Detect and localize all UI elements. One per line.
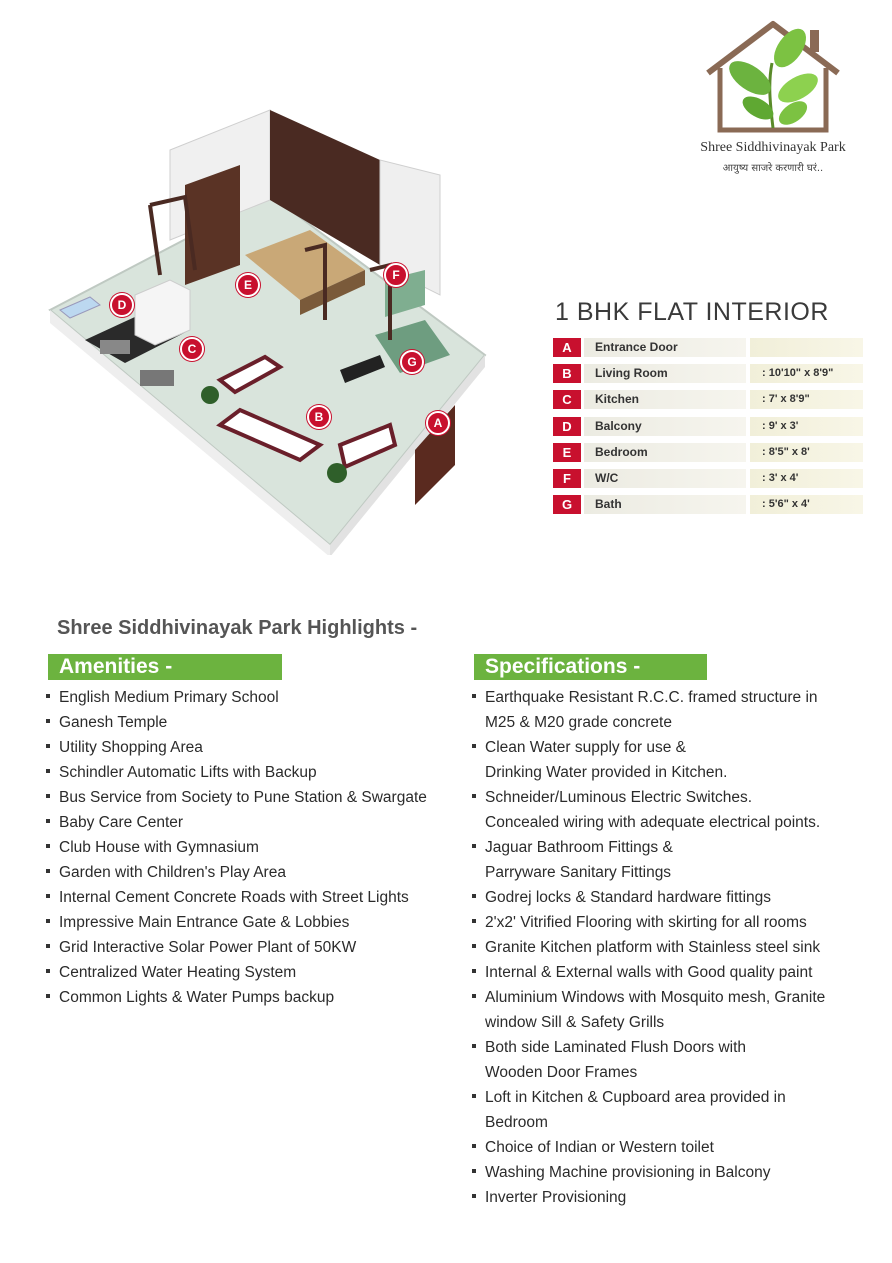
- room-name: Balcony: [584, 417, 746, 436]
- list-item-line: Drinking Water provided in Kitchen.: [485, 764, 728, 781]
- room-size: : 5'6" x 4': [750, 495, 863, 514]
- list-item-line: Godrej locks & Standard hardware fittings: [485, 889, 772, 906]
- list-item: Schindler Automatic Lifts with Backup: [46, 760, 427, 785]
- list-item: [472, 910, 825, 935]
- marker-c: C: [180, 337, 204, 361]
- room-size: : 10'10" x 8'9": [750, 364, 863, 383]
- floor-plan-illustration: [40, 105, 510, 555]
- room-code: C: [553, 390, 581, 409]
- list-item: [472, 835, 825, 885]
- room-size: : 9' x 3': [750, 417, 863, 436]
- room-row: [553, 469, 815, 488]
- room-dimensions-table: [553, 338, 834, 521]
- list-item-line: Earthquake Resistant R.C.C. framed structure in: [485, 689, 818, 706]
- list-item: [472, 885, 825, 910]
- room-code: E: [553, 443, 581, 462]
- list-item: [472, 985, 825, 1035]
- list-item: [472, 735, 825, 785]
- list-item: Club House with Gymnasium: [46, 835, 427, 860]
- room-code: B: [553, 364, 581, 383]
- room-row: [553, 364, 834, 383]
- room-name: Bedroom: [584, 443, 746, 462]
- list-item: Baby Care Center: [46, 810, 427, 835]
- list-item-line: Wooden Door Frames: [485, 1064, 638, 1081]
- list-item-line: Loft in Kitchen & Cupboard area provided in: [485, 1089, 786, 1106]
- room-row: [553, 338, 815, 357]
- room-size: : 7' x 8'9": [750, 390, 863, 409]
- room-size: : 3' x 4': [750, 469, 863, 488]
- list-item-line: Clean Water supply for use &: [485, 739, 687, 756]
- list-item-line: Washing Machine provisioning in Balcony: [485, 1164, 771, 1181]
- list-item-line: Parryware Sanitary Fittings: [485, 864, 672, 881]
- list-item-line: Schneider/Luminous Electric Switches.: [485, 789, 753, 806]
- room-name: Bath: [584, 495, 746, 514]
- marker-e: E: [236, 273, 260, 297]
- list-item: Bus Service from Society to Pune Station & Swargate: [46, 785, 427, 810]
- list-item-line: Aluminium Windows with Mosquito mesh, Granite: [485, 989, 826, 1006]
- flat-interior-title: 1 BHK FLAT INTERIOR: [555, 298, 829, 326]
- room-code: D: [553, 417, 581, 436]
- list-item-line: Bedroom: [485, 1114, 548, 1131]
- specifications-heading: Specifications -: [474, 654, 707, 680]
- marker-g: G: [400, 350, 424, 374]
- list-item-line: Jaguar Bathroom Fittings &: [485, 839, 673, 856]
- marker-f: F: [384, 263, 408, 287]
- list-item-line: Choice of Indian or Western toilet: [485, 1139, 714, 1156]
- room-name: W/C: [584, 469, 746, 488]
- list-item-line: Both side Laminated Flush Doors with: [485, 1039, 747, 1056]
- amenities-list: [46, 685, 427, 1010]
- list-item: Garden with Children's Play Area: [46, 860, 427, 885]
- list-item-line: window Sill & Safety Grills: [485, 1014, 665, 1031]
- list-item-line: Internal & External walls with Good quality paint: [485, 964, 813, 981]
- list-item-line: 2'x2' Vitrified Flooring with skirting for all rooms: [485, 914, 807, 931]
- brand-logo: [690, 18, 860, 178]
- list-item-line: M25 & M20 grade concrete: [485, 714, 672, 731]
- room-name: Entrance Door: [584, 338, 746, 357]
- room-code: A: [553, 338, 581, 357]
- room-code: G: [553, 495, 581, 514]
- specifications-list: [472, 685, 825, 1210]
- list-item: Utility Shopping Area: [46, 735, 427, 760]
- list-item: Common Lights & Water Pumps backup: [46, 985, 427, 1010]
- room-size: : 8'5" x 8': [750, 443, 863, 462]
- highlights-title: Shree Siddhivinayak Park Highlights -: [57, 617, 418, 639]
- room-row: [553, 443, 815, 462]
- marker-b: B: [307, 405, 331, 429]
- room-code: F: [553, 469, 581, 488]
- list-item: [472, 1185, 825, 1210]
- room-row: [553, 417, 815, 436]
- list-item: [472, 1135, 825, 1160]
- room-size: [750, 338, 863, 357]
- list-item-line: Inverter Provisioning: [485, 1189, 627, 1206]
- marker-d: D: [110, 293, 134, 317]
- list-item: Centralized Water Heating System: [46, 960, 427, 985]
- house-leaf-logo-icon: [698, 18, 848, 136]
- list-item: [472, 1035, 825, 1085]
- room-row: [553, 390, 815, 409]
- list-item: Grid Interactive Solar Power Plant of 50KW: [46, 935, 427, 960]
- list-item: English Medium Primary School: [46, 685, 427, 710]
- brand-name: Shree Siddhivinayak Park: [700, 140, 846, 155]
- amenities-heading: Amenities -: [48, 654, 282, 680]
- room-name: Kitchen: [584, 390, 746, 409]
- list-item-line: Concealed wiring with adequate electrical points.: [485, 814, 821, 831]
- list-item: [472, 960, 825, 985]
- brand-tagline: आयुष्य साजरे करणारी घरं..: [722, 163, 824, 174]
- list-item: [472, 1085, 825, 1135]
- list-item: Impressive Main Entrance Gate & Lobbies: [46, 910, 427, 935]
- list-item: Internal Cement Concrete Roads with Street Lights: [46, 885, 427, 910]
- room-row: [553, 495, 815, 514]
- list-item: [472, 685, 825, 735]
- marker-a: A: [426, 411, 450, 435]
- list-item: [472, 785, 825, 835]
- list-item: [472, 935, 825, 960]
- list-item-line: Granite Kitchen platform with Stainless steel sink: [485, 939, 821, 956]
- room-name: Living Room: [584, 364, 746, 383]
- list-item: Ganesh Temple: [46, 710, 427, 735]
- list-item: [472, 1160, 825, 1185]
